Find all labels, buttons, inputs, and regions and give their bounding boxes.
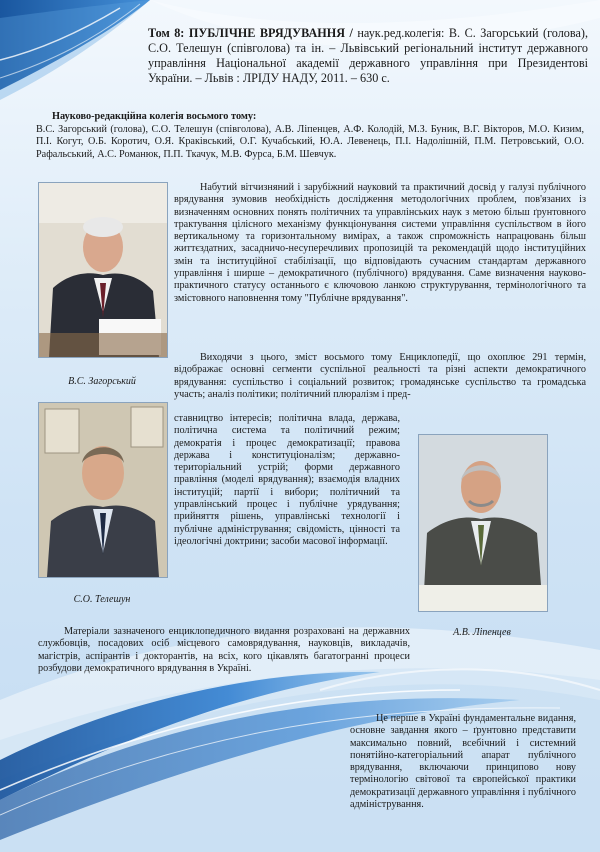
paragraph-contents-topics: ставництво інтересів; політична влада, держава, політична система та політичний режим; демократія і процес демократизації; правова держава і конституціоналізм; державно-територіальний устрій; форми державного правління (моделі врядування); взаємодія владних інституцій; партії і вибори; політичний та управлінський процес і публічне урядування; прийняття рішень, управлінські технології і публічне адміністрування; свідомість, цінності та ідеологічні доктрини; засоби масової інформації. xyxy=(174,413,400,547)
paragraph-contents-intro: Виходячи з цього, зміст восьмого тому Енциклопедії, що охоплює 291 термін, відображає основні сегменти суспільної реальності та різні аспекти демократичного врядування: суспільство і соціальний розвиток; громадянське суспільство та громадська участь; аналіз політики; політичний плюралізм і пред- xyxy=(174,352,586,400)
board-title: Науково-редакційна колегія восьмого тому: xyxy=(52,111,257,122)
portrait-zagorsky-photo xyxy=(38,182,168,358)
header-citation: наук.ред.колегія: В. С. Загорський (голова), С.О. Телешун (співголова) та ін. – Львівський регіональний інститут державного управління Національної академії державного управління при Президентові України. – Львів : ЛРІДУ НАДУ, 2011. – 630 с. xyxy=(148,26,588,85)
paragraph-experience: Набутий вітчизняний і зарубіжний науковий та практичний досвід у галузі публічного врядування зумовив необхідність дослідження методологічних проблем, пов'язаних із визначенням основних понять політичних та управлінських наук з метою більш ґрунтовного трактування цілісного механізму функціонування системи управління суспільством в його вертикальному та горизонтальному вимірах, а також спроможність напрацювань більш життєздатних, засадничо-несуперечливих пропозицій та рекомендацій щодо інституційних змін та інституційної стабілізації, що відповідають сучасним стандартам державного управління і ширше – демократичного (публічного) врядування. Саме визначення науково-практичного статусу останнього є ключовою ланкою структурування, термінологічного та змістовного наповнення тому "Публічне врядування". xyxy=(174,182,586,304)
portrait-teleshun-photo xyxy=(38,402,168,578)
caption-teleshun: С.О. Телешун xyxy=(73,594,131,605)
caption-zagorsky: В.С. Загорський xyxy=(68,376,136,387)
portrait-lipentsev-photo xyxy=(418,434,548,612)
book-header xyxy=(148,26,588,86)
board-members: В.С. Загорський (голова), С.О. Телешун (співголова), А.В. Ліпенцев, А.Ф. Колодій, М.З. Буник, В.Г. Вікторов, М.О. Кизим, П.І. Когут, О.Б. Коротич, О.Я. Краківський, О.Г. Кучабський, Ю.А. Левенець, П.І. Надолішній, П.М. Петровський, О.О. Рафальський, А.С. Романюк, П.П. Ткачук, М.В. Фурса, Б.М. Шевчук. xyxy=(36,124,584,160)
header-volume-title: Том 8: ПУБЛІЧНЕ ВРЯДУВАННЯ / xyxy=(148,26,353,40)
caption-lipentsev: А.В. Ліпенцев xyxy=(453,627,511,638)
paragraph-significance: Це перше в Україні фундаментальне видання, основне завдання якого – ґрунтовно представити максимально повний, всебічний і системний понятійно-категоріальний апарат публічного врядування, включаючи принципово нову термінологію світової та європейської практики демократизації державного управління і публічного адміністрування. xyxy=(350,713,576,811)
paragraph-audience: Матеріали зазначеного енциклопедичного видання розраховані на державних службовців, посадових осіб місцевого самоврядування, науковців, викладачів, магістрів, аспірантів і докторантів, на всіх, кого цікавлять багатогранні процеси розбудови демократичного врядування в Україні. xyxy=(38,626,410,674)
